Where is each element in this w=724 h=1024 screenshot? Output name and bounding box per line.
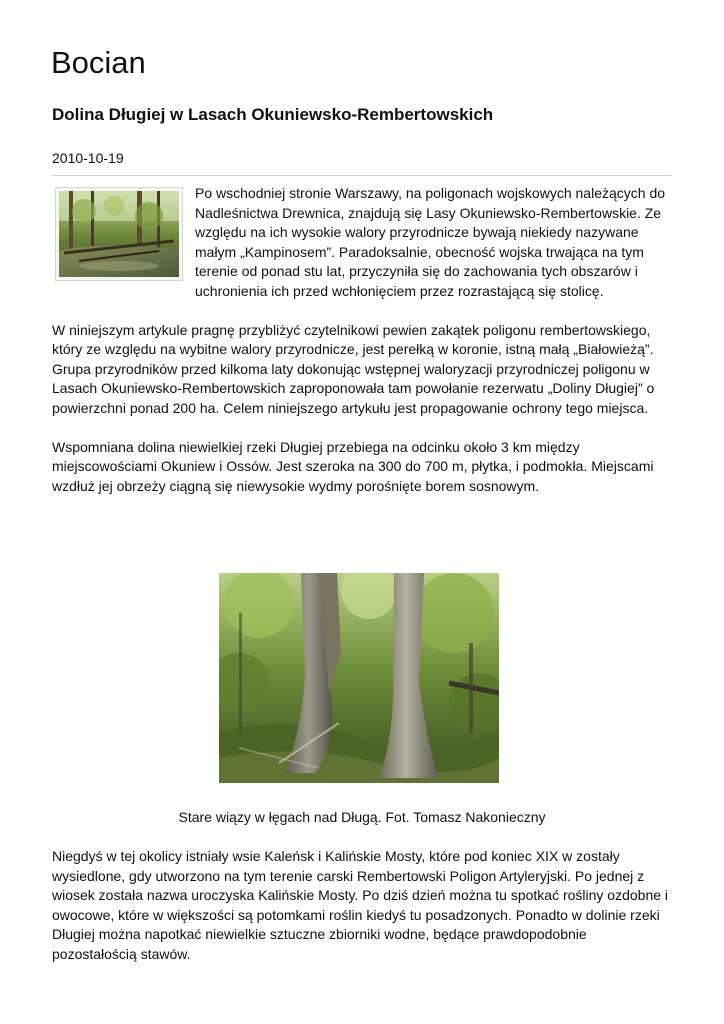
site-title[interactable]: Bocian bbox=[51, 45, 146, 80]
paragraph-3: Wspomniana dolina niewielkiej rzeki Długiej przebiega na odcinku około 3 km między miejscowościami Okuniew i Ossów. Jest szeroka na 300 do 700 m, płytka, i podmokła. Miejscami wzdłuż jej obrzeży ciągną się niewysokie wydmy porośnięte borem sosnowym. bbox=[52, 438, 654, 494]
paragraph-1: Po wschodniej stronie Warszawy, na poligonach wojskowych należących do Nadleśnictwa Drewnica, znajdują się Lasy Okuniewsko-Rembertowskie. Ze względu na ich wysokie walory przyrodnicze bywają niekiedy nazywane małym „Kampinosem”. Paradoksalnie, obecność wojska trwająca na tym terenie od ponad stu lat, przyczyniła się do zachowania tych obszarów i uchronienia ich przed wchłonięciem przez rozrastającą się stolicę. bbox=[195, 185, 666, 299]
paragraph-2: W niniejszym artykule pragnę przybliżyć czytelnikowi pewien zakątek poligonu rembertowskiego, który ze względu na wybitne walory przyrodnicze, jest perełką w koronie, istną małą „Białowieżą”. Grupa przyrodników przed kilkoma laty dokonując wstępnej waloryzacji przyrodniczej poligonu w Lasach Okuniewsko-Rembertowskich zaproponowała tam powołanie rezerwatu „Doliny Długiej” o powierzchni ponad 200 ha. Celem niniejszego artykułu jest propagowanie ochrony tego miejsca. bbox=[52, 321, 655, 416]
thumbnail-image[interactable] bbox=[55, 187, 183, 281]
article-title[interactable]: Dolina Długiej w Lasach Okuniewsko-Rembertowskich bbox=[52, 105, 494, 124]
forest-stream-photo-icon bbox=[59, 191, 179, 277]
elm-trees-photo-icon bbox=[219, 573, 499, 783]
article-date: 2010-10-19 bbox=[52, 150, 124, 166]
paragraph-4: Niegdyś w tej okolicy istniały wsie Kaleńsk i Kalińskie Mosty, które pod koniec XIX w zostały wysiedlone, gdy utworzono na tym terenie carski Rembertowski Poligon Artyleryjski. Po jednej z wiosek została nazwa uroczyska Kalińskie Mosty. Po dziś dzień można tu spotkać rośliny ozdobne i owocowe, które w większości są potomkami roślin kiedyś tu posadzonych. Ponadto w dolinie rzeki Długiej można napotkać niewielkie sztuczne zbiorniki wodne, będące prawdopodobnie pozostałością stawów. bbox=[52, 848, 669, 962]
article-body-continued bbox=[52, 847, 672, 964]
figure-image[interactable] bbox=[219, 573, 499, 783]
article-body bbox=[52, 184, 672, 496]
figure-caption: Stare wiązy w łęgach nad Długą. Fot. Tomasz Nakonieczny bbox=[178, 809, 546, 825]
title-divider bbox=[52, 175, 671, 176]
